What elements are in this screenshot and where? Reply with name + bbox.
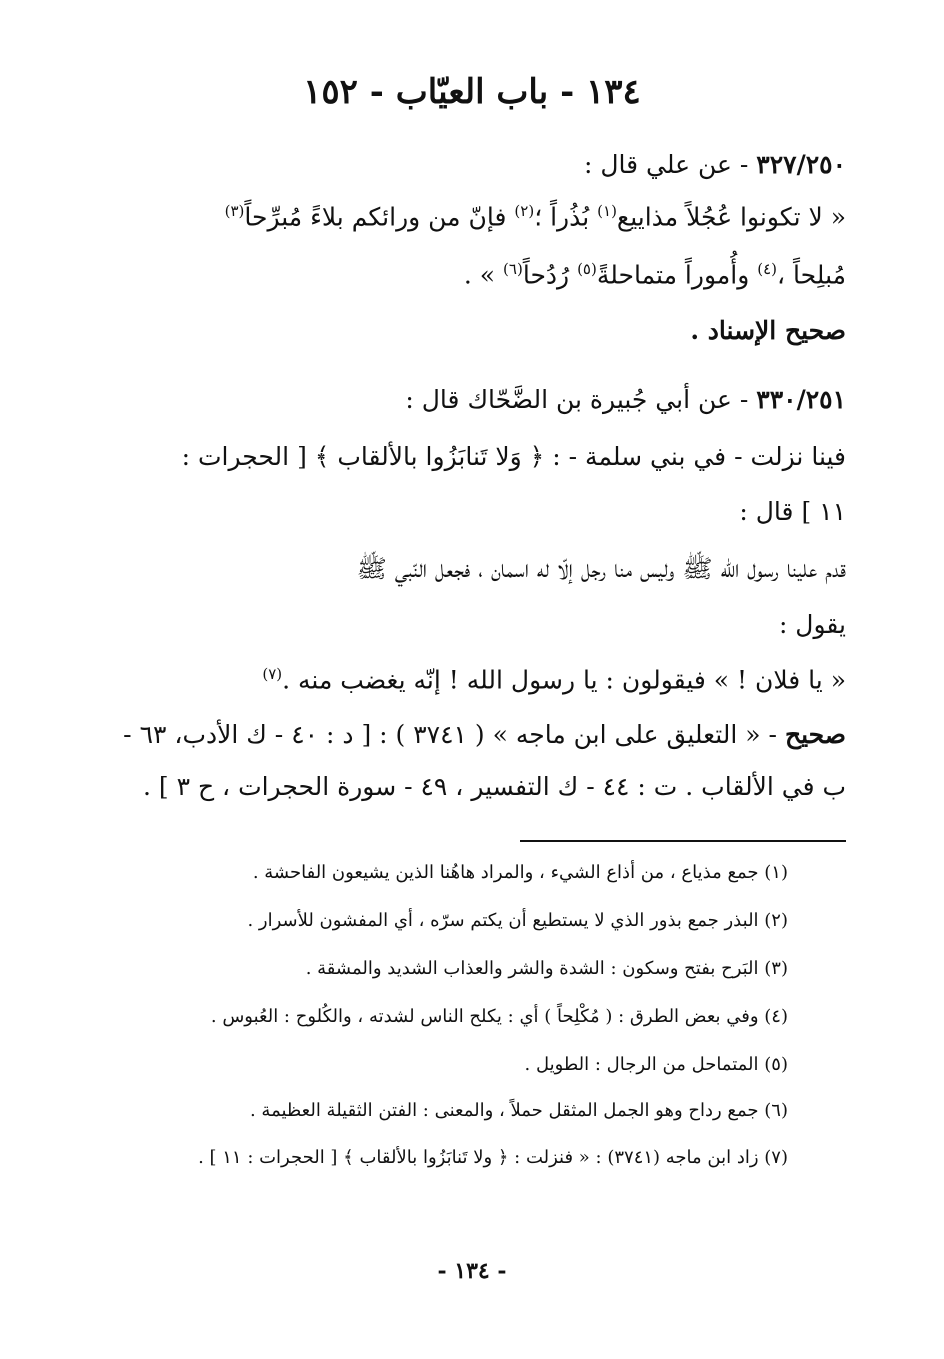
text-segment: « يا فلان ! » فيقولون : يا رسول الله ! إنّه يغضب منه . xyxy=(282,665,846,695)
hadith-251-text-line-1: فينا نزلت - في بني سلمة - : ﴿ وَلا تَنابَزُوا بالألقاب ﴾ [ الحجرات : xyxy=(181,442,846,471)
hadith-251-header xyxy=(86,385,846,414)
footnote-ref: (٢) xyxy=(514,202,535,220)
footnote-ref: (٣) xyxy=(224,202,245,220)
text-segment: رُدُحاً xyxy=(522,260,578,290)
hadith-intro: - عن أبي جُبيرة بن الضَّحّاك قال : xyxy=(405,385,757,414)
footnote-ref: (٧) xyxy=(262,665,283,683)
text-segment: « لا تكونوا عُجُلاً مذاييع xyxy=(616,202,846,232)
hadith-251-text-line-5 xyxy=(86,665,846,694)
text-segment: مُبلِحاً ، xyxy=(777,260,846,290)
hadith-251-text-line-3: قدم علينا رسول الله ﷺ وليس منا رجل إلّا له اسمان ، فجعل النّبي ﷺ xyxy=(356,554,846,583)
hadith-250-text-line-2 xyxy=(86,260,846,289)
hadith-251-grade-line-1 xyxy=(86,720,846,749)
hadith-251-grade-line-2: ب في الألقاب . ت : ٤٤ - ك التفسير ، ٤٩ - سورة الحجرات ، ح ٣ ] . xyxy=(142,772,846,801)
text-segment: فإنّ من ورائكم بلاءً مُبرِّحاً xyxy=(244,202,515,232)
text-segment: » . xyxy=(463,260,504,290)
chapter-heading: ١٣٤ - باب العيّاب - ١٥٢ xyxy=(303,72,641,112)
footnote-6: (٦) جمع رداح وهو الجمل المثقل حملاً ، والمعنى : الفتن الثقيلة العظيمة . xyxy=(249,1100,788,1121)
text-segment: بُذُراً ؛ xyxy=(534,202,598,232)
hadith-number: ٣٣٠/٢٥١ xyxy=(756,385,846,414)
hadith-250-grade: صحيح الإسناد . xyxy=(690,316,846,345)
footnote-1: (١) جمع مذياع ، من أذاع الشيء ، والمراد هاهُنا الذين يشيعون الفاحشة . xyxy=(252,862,788,883)
text-segment: وأُموراً متماحلةً xyxy=(596,260,758,290)
hadith-251-text-line-2: ١١ ] قال : xyxy=(739,497,846,526)
footnote-3: (٣) البَرح بفتح وسكون : الشدة والشر والعذاب الشديد والمشقة . xyxy=(305,958,788,979)
footnote-ref: (٥) xyxy=(577,260,597,278)
footnote-ref: (١) xyxy=(597,202,617,220)
footnote-2: (٢) البذر جمع بذور الذي لا يستطيع أن يكتم سرّه ، أي المفشون للأسرار . xyxy=(247,910,788,931)
footnote-separator xyxy=(520,840,846,842)
footnote-4: (٤) وفي بعض الطرق : ( مُكْلِحاً ) أي : يكلح الناس لشدته ، والكُلوح : العُبوس . xyxy=(210,1006,788,1027)
hadith-intro: - عن علي قال : xyxy=(583,150,757,179)
hadith-250-header xyxy=(86,150,846,179)
hadith-251-text-line-4: يقول : xyxy=(778,610,846,639)
footnote-7: (٧) زاد ابن ماجه (٣٧٤١) : « فنزلت : ﴿ ولا تَنابَزُوا بالألقاب ﴾ [ الحجرات : ١١ ] . xyxy=(198,1147,788,1168)
footnote-5: (٥) المتماحل من الرجال : الطويل . xyxy=(524,1054,788,1075)
hadith-250-text-line-1 xyxy=(86,202,846,231)
page-number: - ١٣٤ - xyxy=(437,1258,507,1284)
footnote-ref: (٤) xyxy=(757,260,778,278)
grade-label: صحيح xyxy=(784,720,846,749)
grade-source: - « التعليق على ابن ماجه » ( ٣٧٤١ ) : [ د : ٤٠ - ك الأدب، ٦٣ - xyxy=(123,720,785,749)
hadith-number: ٣٢٧/٢٥٠ xyxy=(756,150,846,179)
footnote-ref: (٦) xyxy=(503,260,523,278)
